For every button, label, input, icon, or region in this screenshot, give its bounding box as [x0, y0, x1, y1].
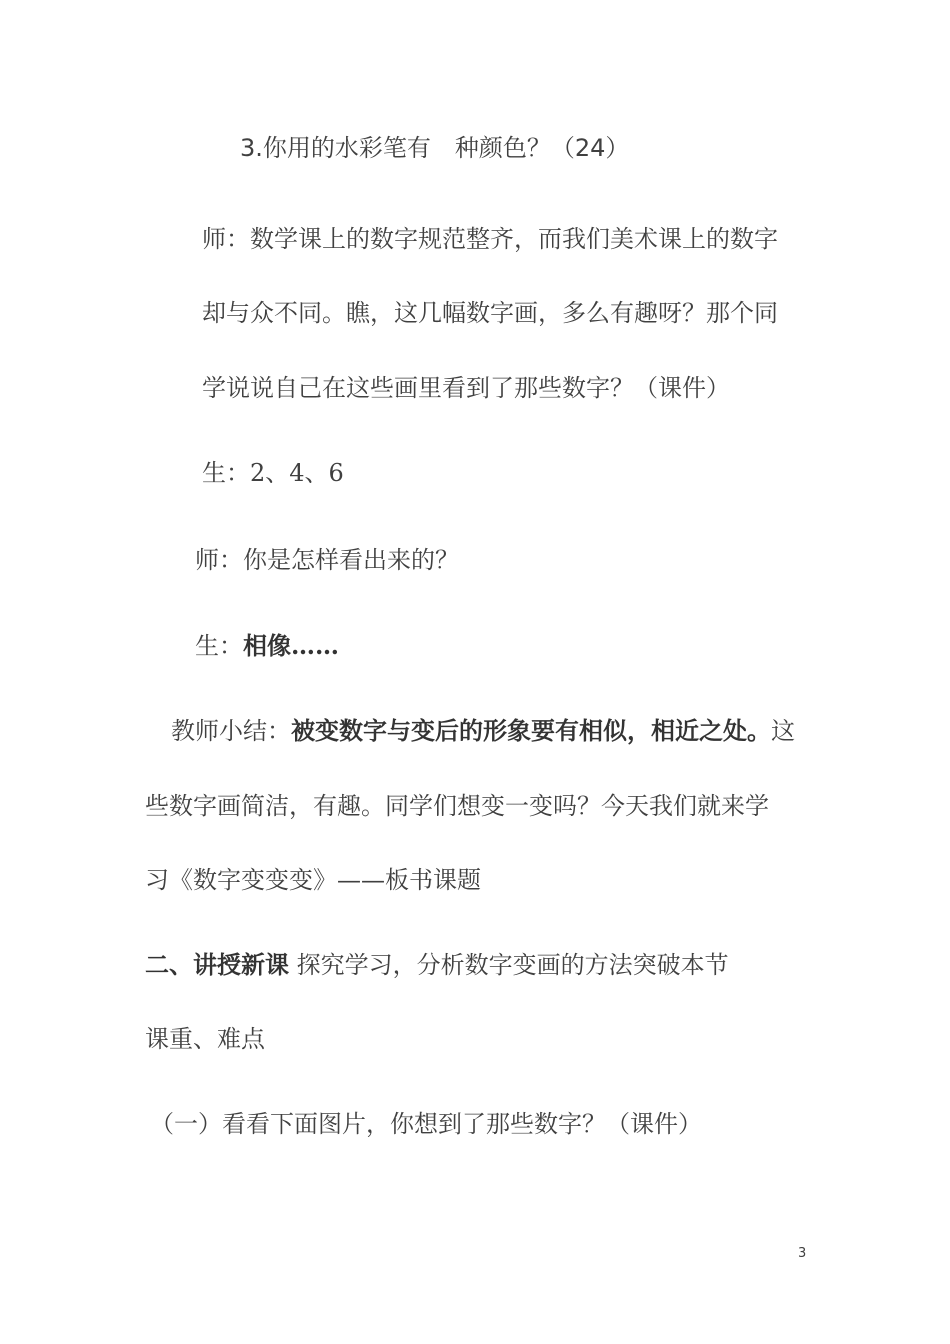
teacher-line-3: 学说说自己在这些画里看到了那些数字？（课件） [202, 374, 730, 402]
teacher-line-1: 师：数学课上的数字规范整齐，而我们美术课上的数字 [202, 225, 778, 253]
teacher-summary-line-1: 教师小结：被变数字与变后的形象要有相似，相近之处。这 [171, 716, 795, 745]
subsection-1: （一）看看下面图片，你想到了那些数字？（课件） [150, 1110, 702, 1138]
teacher-question: 师：你是怎样看出来的？ [195, 546, 459, 574]
section-heading-new-lesson: 二、讲授新课 探究学习，分析数字变画的方法突破本节 [145, 950, 729, 979]
teacher-line-2: 却与众不同。瞧，这几幅数字画，多么有趣呀？那个同 [202, 299, 778, 327]
student-answer-2: 生：相像…… [195, 631, 339, 660]
question-3: 3.你用的水彩笔有 种颜色？（24） [240, 134, 630, 162]
page-number: 3 [798, 1246, 807, 1261]
section-heading-continued: 课重、难点 [145, 1025, 265, 1053]
student-answer-1: 生：2、4、6 [202, 459, 344, 487]
teacher-summary-line-2: 些数字画简洁，有趣。同学们想变一变吗？今天我们就来学 [145, 792, 769, 820]
teacher-summary-line-3: 习《数字变变变》——板书课题 [145, 866, 481, 894]
